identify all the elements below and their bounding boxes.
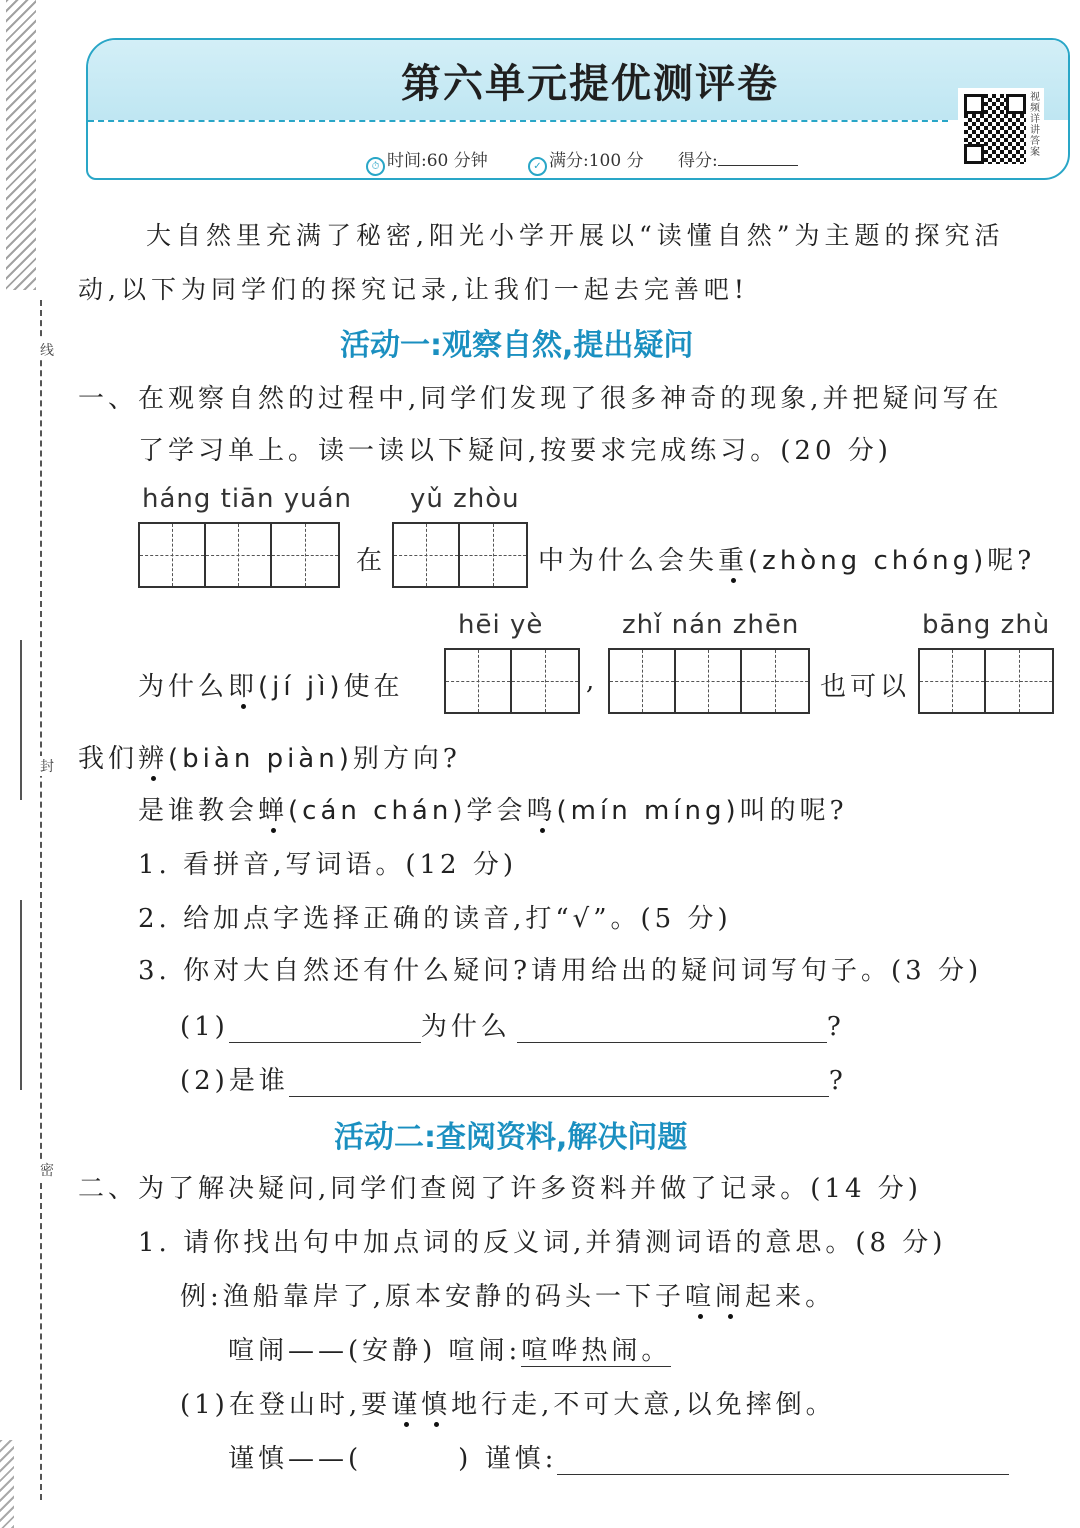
sentence4: 是谁教会蝉(cán chán)学会鸣(mín míng)叫的呢? bbox=[138, 790, 848, 827]
sentence2-head: 为什么即(jí jì)使在 bbox=[138, 666, 404, 703]
pinyin-heiye: hēi yè bbox=[458, 610, 544, 640]
char-grid-bangzhu[interactable] bbox=[918, 648, 1054, 714]
grid-cell[interactable] bbox=[272, 524, 338, 586]
pinyin-hangtianyuan: háng tiān yuán bbox=[142, 484, 353, 514]
dotted-char: 闹 bbox=[715, 1276, 745, 1313]
score-blank[interactable] bbox=[718, 165, 798, 166]
char-grid-heiye[interactable] bbox=[444, 648, 580, 714]
time-info: ⏱ 时间:60 分钟 bbox=[366, 146, 488, 176]
dotted-char: 谨 bbox=[391, 1384, 421, 1421]
header-dashed-rule bbox=[88, 120, 948, 122]
binding-hatch bbox=[6, 0, 36, 290]
sentence2-comma: , bbox=[586, 666, 599, 696]
pinyin-bangzhu: bāng zhù bbox=[922, 610, 1051, 640]
dotted-char: 慎 bbox=[421, 1384, 451, 1421]
pronunciation-options[interactable]: (zhòng chóng) bbox=[748, 546, 988, 576]
pronunciation-options[interactable]: (cán chán) bbox=[288, 796, 467, 826]
grid-cell[interactable] bbox=[512, 650, 578, 712]
dotted-char: 即 bbox=[228, 666, 258, 703]
sentence2-tail: 也可以 bbox=[820, 672, 911, 702]
sentence1-tail: 中为什么会失重(zhòng chóng)呢? bbox=[538, 540, 1035, 577]
page-title: 第六单元提优测评卷 bbox=[401, 60, 779, 107]
binding-hatch-bottom bbox=[0, 1440, 14, 1528]
answer-blank[interactable] bbox=[517, 1016, 827, 1043]
grid-cell[interactable] bbox=[742, 650, 808, 712]
margin-solid-line-1 bbox=[20, 640, 22, 800]
clock-icon: ⏱ bbox=[366, 157, 385, 176]
pinyin-zhinanzhen: zhǐ nán zhēn bbox=[622, 610, 800, 640]
sentence3: 我们辨(biàn piàn)别方向? bbox=[78, 738, 461, 775]
intro-line-2: 动,以下为同学们的探究记录,让我们一起去完善吧! bbox=[78, 275, 749, 304]
margin-char-seal: 封 bbox=[40, 756, 54, 776]
grid-cell[interactable] bbox=[394, 524, 460, 586]
char-grid-hangtianyuan[interactable] bbox=[138, 522, 340, 588]
dotted-char: 重 bbox=[718, 540, 748, 577]
pronunciation-options[interactable]: (jí jì) bbox=[258, 672, 344, 702]
item1-sentence: (1)在登山时,要谨慎地行走,不可大意,以免摔倒。 bbox=[180, 1384, 836, 1421]
char-grid-yuzhou[interactable] bbox=[392, 522, 528, 588]
margin-char-line: 线 bbox=[40, 340, 54, 360]
subquestion-1: 1. 看拼音,写词语。(12 分) bbox=[138, 850, 517, 880]
margin-solid-line-2 bbox=[20, 900, 22, 1090]
example-sentence: 例:渔船靠岸了,原本安静的码头一下子喧闹起来。 bbox=[180, 1276, 835, 1313]
binding-dashed-line bbox=[40, 300, 42, 1500]
meaning-blank[interactable] bbox=[557, 1448, 1009, 1475]
full-score-info: ✓ 满分:100 分 bbox=[528, 146, 644, 176]
grid-cell[interactable] bbox=[676, 650, 742, 712]
fill-line-2: (2)是谁 ? bbox=[180, 1066, 847, 1096]
activity1-heading: 活动一:观察自然,提出疑问 bbox=[340, 328, 694, 363]
activity2-heading: 活动二:查阅资料,解决问题 bbox=[334, 1120, 688, 1155]
grid-cell[interactable] bbox=[460, 524, 526, 586]
intro-line-1: 大自然里充满了秘密,阳光小学开展以“读懂自然”为主题的探究活 bbox=[146, 221, 1005, 250]
score-field[interactable]: 得分: bbox=[678, 146, 798, 171]
margin-char-secret: 密 bbox=[40, 1160, 54, 1180]
dotted-char: 鸣 bbox=[527, 790, 557, 827]
item1-answer: 谨慎——( ) 谨慎: bbox=[228, 1438, 1009, 1475]
example-answer: 喧闹——(安静) 喧闹:喧哗热闹。 bbox=[228, 1336, 672, 1366]
pronunciation-options[interactable]: (biàn piàn) bbox=[168, 744, 353, 774]
dotted-char: 辨 bbox=[138, 738, 168, 775]
sentence1-mid: 在 bbox=[356, 546, 387, 576]
answer-blank[interactable] bbox=[229, 1016, 421, 1043]
question1-line-2: 了学习单上。读一读以下疑问,按要求完成练习。(20 分) bbox=[138, 436, 892, 466]
pronunciation-options[interactable]: (mín míng) bbox=[556, 796, 740, 826]
example-meaning: 喧哗热闹。 bbox=[521, 1336, 672, 1366]
fill-line-1: (1) 为什么 ? bbox=[180, 1012, 845, 1042]
question1-line-1: 一、在观察自然的过程中,同学们发现了很多神奇的现象,并把疑问写在 bbox=[78, 384, 1003, 414]
question2-sub1: 1. 请你找出句中加点词的反义词,并猜测词语的意思。(8 分) bbox=[138, 1228, 947, 1258]
subquestion-3: 3. 你对大自然还有什么疑问?请用给出的疑问词写句子。(3 分) bbox=[138, 956, 983, 986]
question2-line: 二、为了解决疑问,同学们查阅了许多资料并做了记录。(14 分) bbox=[78, 1174, 922, 1204]
grid-cell[interactable] bbox=[610, 650, 676, 712]
grid-cell[interactable] bbox=[140, 524, 206, 586]
char-grid-zhinanzhen[interactable] bbox=[608, 648, 810, 714]
grid-cell[interactable] bbox=[206, 524, 272, 586]
dotted-char: 喧 bbox=[685, 1276, 715, 1313]
qr-code[interactable] bbox=[958, 88, 1044, 174]
grid-cell[interactable] bbox=[446, 650, 512, 712]
answer-blank[interactable] bbox=[289, 1070, 829, 1097]
dotted-char: 蝉 bbox=[258, 790, 288, 827]
subquestion-2: 2. 给加点字选择正确的读音,打“√”。(5 分) bbox=[138, 904, 732, 934]
qr-code-icon bbox=[964, 94, 1026, 164]
grid-cell[interactable] bbox=[920, 650, 986, 712]
grid-cell[interactable] bbox=[986, 650, 1052, 712]
check-circle-icon: ✓ bbox=[528, 157, 547, 176]
pinyin-yuzhou: yǔ zhòu bbox=[410, 484, 520, 514]
qr-label: 视频详讲答案 bbox=[1030, 92, 1040, 158]
